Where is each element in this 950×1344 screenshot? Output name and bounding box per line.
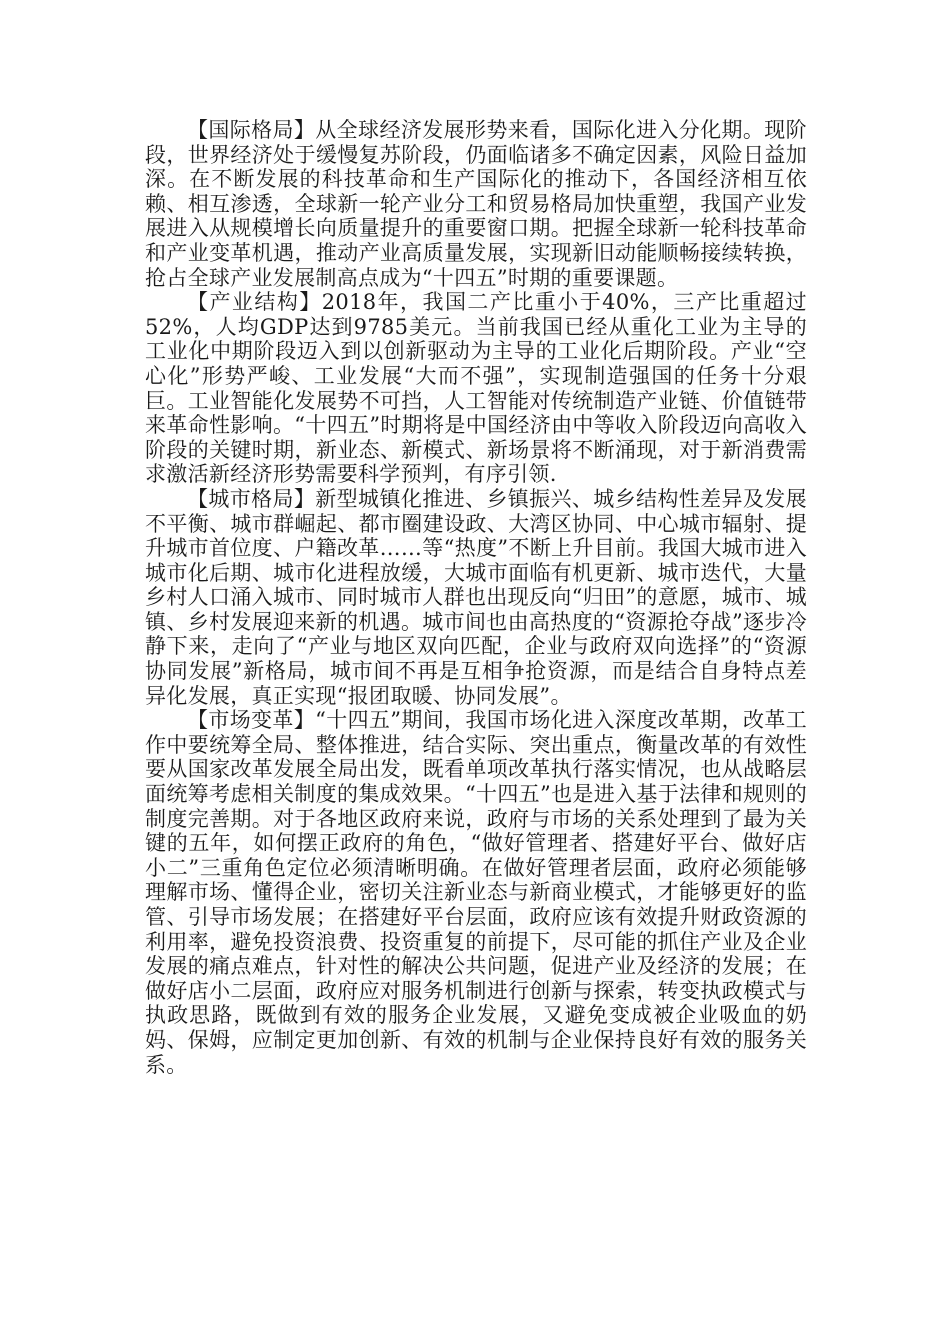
paragraph-text: 从全球经济发展形势来看，国际化进入分化期。现阶段，世界经济处于缓慢复苏阶段，仍面临诸多不确定因素，风险日益加深。在不断发展的科技革命和生产国际化的推动下，各国经济相互依赖、相互渗透，全球新一轮产业分工和贸易格局加快重塑，我国产业发展进入从规模增长向质量提升的重要窗口期。把握全球新一轮科技革命和产业变革机遇，推动产业高质量发展，实现新旧动能顺畅接续转换，抢占全球产业发展制高点成为“十四五”时期的重要课题。 bbox=[145, 118, 807, 290]
paragraph-industrial-structure bbox=[145, 290, 807, 487]
paragraph-heading: 【产业结构】 bbox=[187, 290, 322, 315]
paragraph-text: “十四五”期间，我国市场化进入深度改革期，改革工作中要统筹全局、整体推进，结合实际、突出重点，衡量改革的有效性要从国家改革发展全局出发，既看单项改革执行落实情况，也从战略层面统筹考虑相关制度的集成效果。“十四五”也是进入基于法律和规则的制度完善期。对于各地区政府来说，政府与市场的关系处理到了最为关键的五年，如何摆正政府的角色，“做好管理者、搭建好平台、做好店小二”三重角色定位必须清晰明确。在做好管理者层面，政府必须能够理解市场、懂得企业，密切关注新业态与新商业模式，才能够更好的监管、引导市场发展；在搭建好平台层面，政府应该有效提升财政资源的利用率，避免投资浪费、投资重复的前提下，尽可能的抓住产业及企业发展的痛点难点，针对性的解决公共问题，促进产业及经济的发展；在做好店小二层面，政府应对服务机制进行创新与探索，转变执政模式与执政思路，既做到有效的服务企业发展，又避免变成被企业吸血的奶妈、保姆，应制定更加创新、有效的机制与企业保持良好有效的服务关系。 bbox=[145, 708, 807, 1077]
paragraph-text: 新型城镇化推进、乡镇振兴、城乡结构性差异及发展不平衡、城市群崛起、都市圈建设政、大湾区协同、中心城市辐射、提升城市首位度、户籍改革……等“热度”不断上升目前。我国大城市进入城市化后期、城市化进程放缓，大城市面临有机更新、城市迭代，大量乡村人口涌入城市、同时城市人群也出现反向“归田”的意愿，城市、城镇、乡村发展迎来新的机遇。城市间也由高热度的“资源抢夺战”逐步冷静下来，走向了“产业与地区双向匹配，企业与政府双向选择”的“资源协同发展”新格局，城市间不再是互相争抢资源，而是结合自身特点差异化发展，真正实现“报团取暖、协同发展”。 bbox=[145, 486, 807, 708]
paragraph-heading: 【市场变革】 bbox=[187, 708, 316, 733]
paragraph-urban-pattern bbox=[145, 487, 807, 708]
paragraph-international-pattern bbox=[145, 118, 807, 290]
paragraph-heading: 【城市格局】 bbox=[187, 486, 316, 511]
document-body bbox=[145, 118, 807, 1077]
paragraph-heading: 【国际格局】 bbox=[187, 118, 316, 142]
paragraph-market-reform bbox=[145, 708, 807, 1077]
paragraph-text: 2018年，我国二产比重小于40%，三产比重超过52%，人均GDP达到9785美元。当前我国已经从重化工业为主导的工业化中期阶段迈入到以创新驱动为主导的工业化后期阶段。产业“空心化”形势严峻、工业发展“大而不强”，实现制造强国的任务十分艰巨。工业智能化发展势不可挡，人工智能对传统制造产业链、价值链带来革命性影响。“十四五”时期将是中国经济由中等收入阶段迈向高收入阶段的关键时期，新业态、新模式、新场景将不断涌现，对于新消费需求激活新经济形势需要科学预判，有序引领. bbox=[145, 290, 807, 487]
